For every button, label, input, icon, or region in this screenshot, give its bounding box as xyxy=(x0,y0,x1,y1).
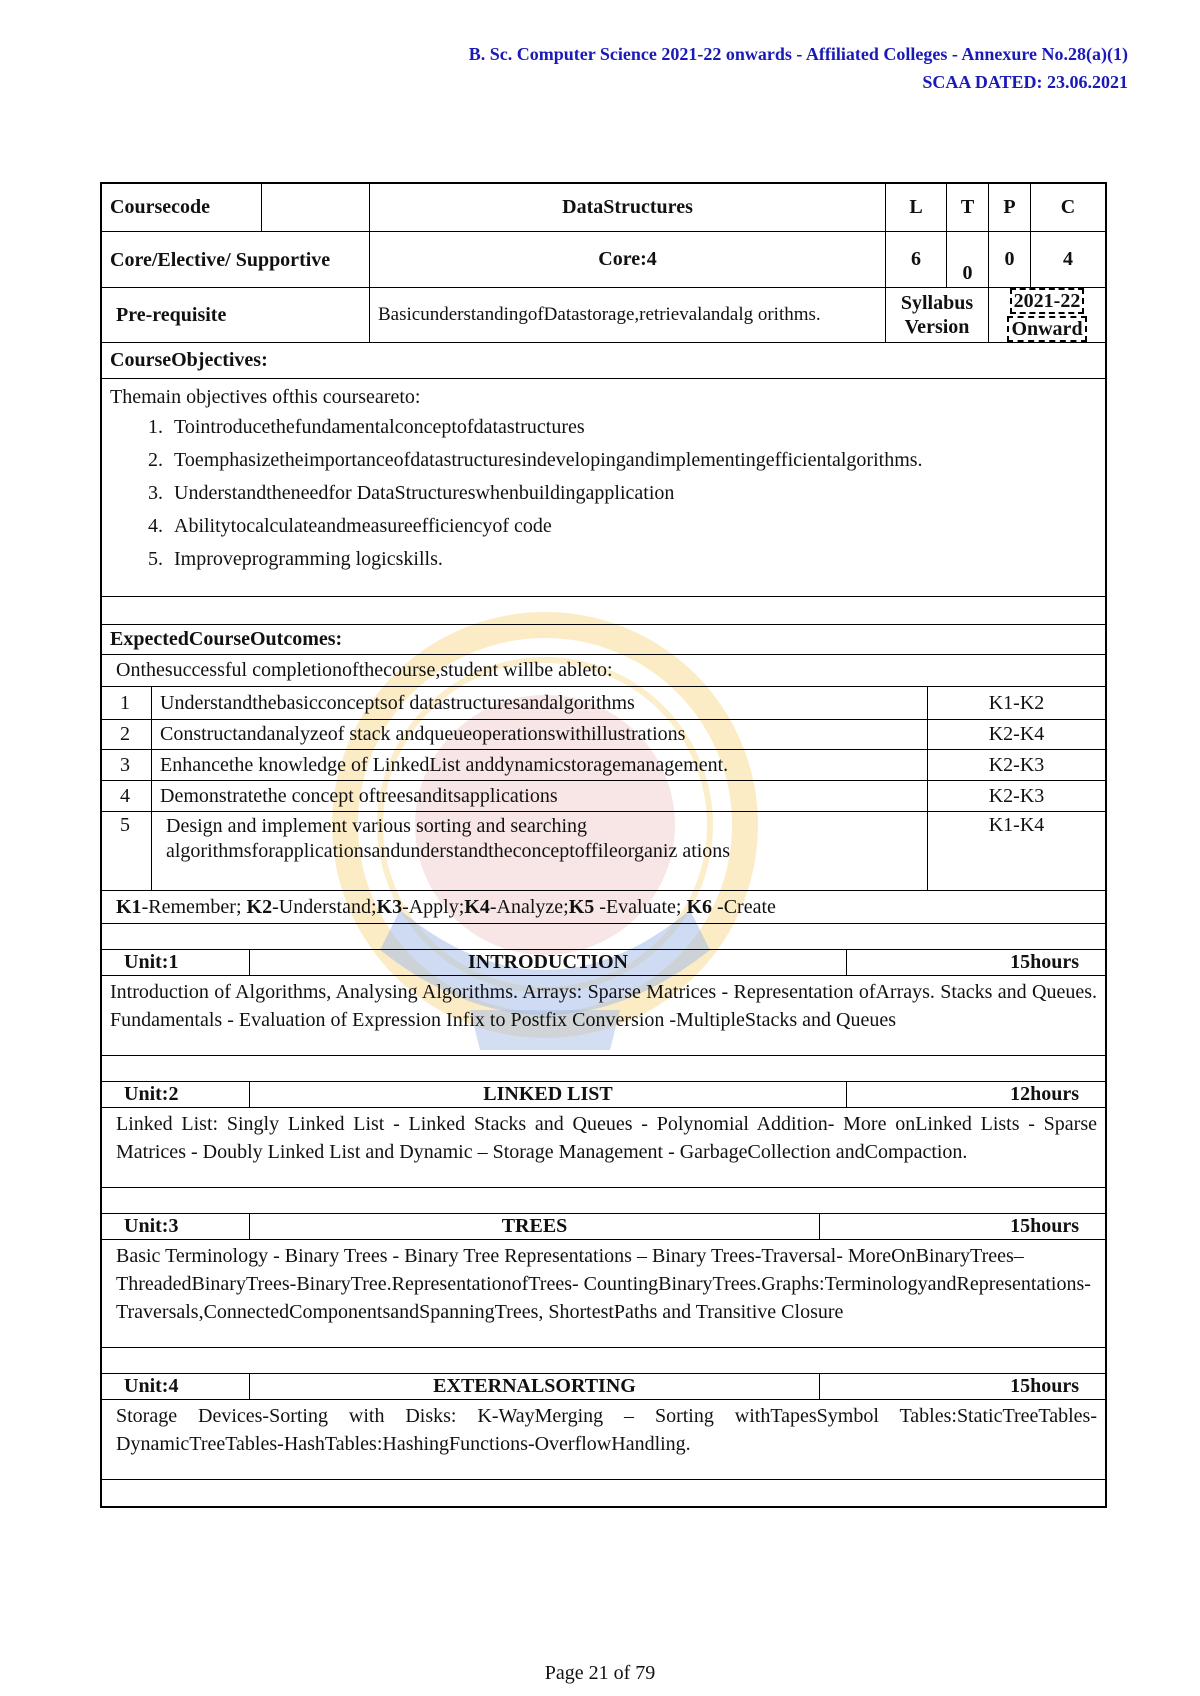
legend-k1: K1 xyxy=(116,895,142,918)
unit-hours: 12hours xyxy=(1010,1083,1079,1105)
l-label: L xyxy=(886,184,947,231)
course-type-label: Core/Elective/ Supportive xyxy=(102,232,370,287)
outcomes-heading-row xyxy=(102,625,1105,655)
outcomes-intro-row xyxy=(102,655,1105,687)
objectives-body-row xyxy=(102,379,1105,597)
legend-k3-text: -Apply; xyxy=(402,895,465,918)
objective-item: 2. Toemphasizetheimportanceofdatastructuresindevelopingandimplementingefficientalgorithms. xyxy=(168,444,1097,477)
c-value: 4 xyxy=(1063,248,1073,270)
unit-header-row xyxy=(102,1214,1105,1240)
knowledge-legend xyxy=(102,891,1105,923)
outcome-text: Design and implement various sorting and searching algorithmsforapplicationsandunderstandtheconceptoffileorganiz ations xyxy=(152,812,928,890)
outcome-number: 5 xyxy=(102,812,152,890)
unit-content-row xyxy=(102,1240,1105,1348)
prerequisite-row xyxy=(102,288,1105,343)
unit-header-row xyxy=(102,1082,1105,1108)
legend-k5-text: -Evaluate; xyxy=(594,895,687,918)
outcome-knowledge-level: K2-K3 xyxy=(988,784,1045,807)
unit-hours: 15hours xyxy=(1010,1215,1079,1237)
outcome-text: Demonstratethe concept oftreesanditsapplications xyxy=(152,781,928,811)
header-line-1: B. Sc. Computer Science 2021-22 onwards - Affiliated Colleges - Annexure No.28(a)(1) xyxy=(468,44,1128,64)
objective-item: 4. Abilitytocalculateandmeasureefficiencyof code xyxy=(168,510,1097,543)
legend-k4-text: -Analyze; xyxy=(489,895,569,918)
syllabus-version-label: Syllabus Version xyxy=(886,288,989,342)
syllabus-version-value xyxy=(989,288,1105,342)
outcome-row xyxy=(102,781,1105,812)
prerequisite-value: BasicunderstandingofDatastorage,retrievalandalg orithms. xyxy=(370,288,886,342)
legend-k6-text: -Create xyxy=(712,895,776,918)
outcome-number: 3 xyxy=(102,750,152,780)
unit-header-row xyxy=(102,1374,1105,1400)
unit-header-row xyxy=(102,950,1105,976)
outcome-knowledge-level: K1-K4 xyxy=(988,814,1045,836)
unit-content: Linked List: Singly Linked List - Linked Stacks and Queues - Polynomial Addition- More onLinked Lists - Sparse Matrices - Doubly Linked List and Dynamic – Storage Management - GarbageCollection andCompaction. xyxy=(116,1113,1097,1163)
outcome-row xyxy=(102,687,1105,720)
knowledge-legend-row xyxy=(102,891,1105,924)
unit-title: INTRODUCTION xyxy=(250,950,847,975)
outcomes-intro: Onthesuccessful completionofthecourse,student willbe ableto: xyxy=(116,659,613,681)
page-number: Page 21 of 79 xyxy=(544,1662,656,1684)
t-value: 0 xyxy=(947,232,989,287)
course-type-value: Core:4 xyxy=(370,232,886,287)
unit-label: Unit:3 xyxy=(102,1214,250,1239)
legend-k4: K4 xyxy=(464,895,490,918)
syllabus-onward: Onward xyxy=(1007,316,1086,342)
outcome-number: 4 xyxy=(102,781,152,811)
spacer-row xyxy=(102,1480,1105,1506)
course-type-row xyxy=(102,232,1105,288)
objective-item: 5. Improveprogramming logicskills. xyxy=(168,543,1097,576)
course-code-label: Coursecode xyxy=(102,184,262,231)
objective-item: 3. Understandtheneedfor DataStructureswhenbuildingapplication xyxy=(168,477,1097,510)
objectives-body xyxy=(102,379,1105,596)
unit-title: LINKED LIST xyxy=(250,1082,847,1107)
outcomes-heading: ExpectedCourseOutcomes: xyxy=(110,628,343,650)
unit-content: Storage Devices-Sorting with Disks: K-WayMerging – Sorting withTapesSymbol Tables:StaticTreeTables-DynamicTreeTables-HashTables:HashingFunctions-OverflowHandling. xyxy=(116,1405,1097,1455)
c-label: C xyxy=(1060,196,1076,218)
outcome-knowledge-level: K2-K4 xyxy=(988,723,1045,745)
outcome-text: Constructandanalyzeof stack andqueueoperationswithillustrations xyxy=(152,720,928,749)
course-title: DataStructures xyxy=(370,184,886,231)
unit-content: Introduction of Algorithms, Analysing Algorithms. Arrays: Sparse Matrices - Representation ofArrays. Stacks and Queues. Fundamentals - Evaluation of Expression Infix to Postfix Conversion -MultipleStacks and Queues xyxy=(110,981,1097,1031)
unit-content: Basic Terminology - Binary Trees - Binary Tree Representations – Binary Trees-Traversal- MoreOnBinaryTrees–ThreadedBinaryTrees-BinaryTree.RepresentationofTrees- CountingBinaryTrees.Graphs:TerminologyandRepresentations- Traversals,ConnectedComponentsandSpanningTrees, ShortestPaths and Transitive Closure xyxy=(116,1245,1091,1323)
p-value: 0 xyxy=(989,232,1031,287)
unit-content-row xyxy=(102,1108,1105,1188)
outcome-text: Enhancethe knowledge of LinkedList anddynamicstoragemanagement. xyxy=(152,750,928,780)
unit-content-row xyxy=(102,1400,1105,1480)
objectives-intro: Themain objectives ofthis courseareto: xyxy=(110,386,421,408)
unit-title: TREES xyxy=(250,1214,820,1239)
outcome-row xyxy=(102,750,1105,781)
legend-k6: K6 xyxy=(686,895,713,918)
unit-hours: 15hours xyxy=(1010,951,1079,973)
legend-k5: K5 xyxy=(568,895,595,918)
legend-k1-text: -Remember; xyxy=(141,895,247,918)
outcome-knowledge-level: K2-K3 xyxy=(988,753,1045,776)
l-value: 6 xyxy=(886,232,947,287)
outcome-row xyxy=(102,720,1105,750)
unit-hours: 15hours xyxy=(1010,1375,1079,1397)
prerequisite-label: Pre-requisite xyxy=(102,288,370,342)
course-syllabus-table xyxy=(100,182,1107,1508)
spacer-row xyxy=(102,597,1105,625)
unit-label: Unit:2 xyxy=(102,1082,250,1107)
outcome-text: Understandthebasicconceptsof datastructuresandalgorithms xyxy=(152,687,928,719)
objective-item: 1. Tointroducethefundamentalconceptofdatastructures xyxy=(168,411,1097,444)
legend-k2-text: -Understand; xyxy=(272,895,377,918)
objectives-heading-row xyxy=(102,343,1105,379)
spacer-row xyxy=(102,924,1105,950)
syllabus-year: 2021-22 xyxy=(1010,288,1085,314)
outcome-number: 1 xyxy=(102,687,152,719)
p-label: P xyxy=(989,184,1031,231)
outcome-number: 2 xyxy=(102,720,152,749)
objectives-list xyxy=(110,411,1097,576)
spacer-row xyxy=(102,1188,1105,1214)
legend-k2: K2 xyxy=(246,895,273,918)
objectives-heading: CourseObjectives: xyxy=(110,349,268,371)
course-code-value xyxy=(262,184,370,231)
outcome-row xyxy=(102,812,1105,891)
spacer-row xyxy=(102,1348,1105,1374)
spacer-row xyxy=(102,1056,1105,1082)
unit-label: Unit:1 xyxy=(102,950,250,975)
t-label: T xyxy=(947,184,989,231)
outcome-knowledge-level: K1-K2 xyxy=(988,691,1045,714)
unit-label: Unit:4 xyxy=(102,1374,250,1399)
header-line-2: SCAA DATED: 23.06.2021 xyxy=(922,72,1128,92)
unit-title: EXTERNALSORTING xyxy=(250,1374,820,1399)
unit-content-row xyxy=(102,976,1105,1056)
document-header xyxy=(469,40,1128,96)
course-code-row xyxy=(102,184,1105,232)
legend-k3: K3 xyxy=(376,895,403,918)
